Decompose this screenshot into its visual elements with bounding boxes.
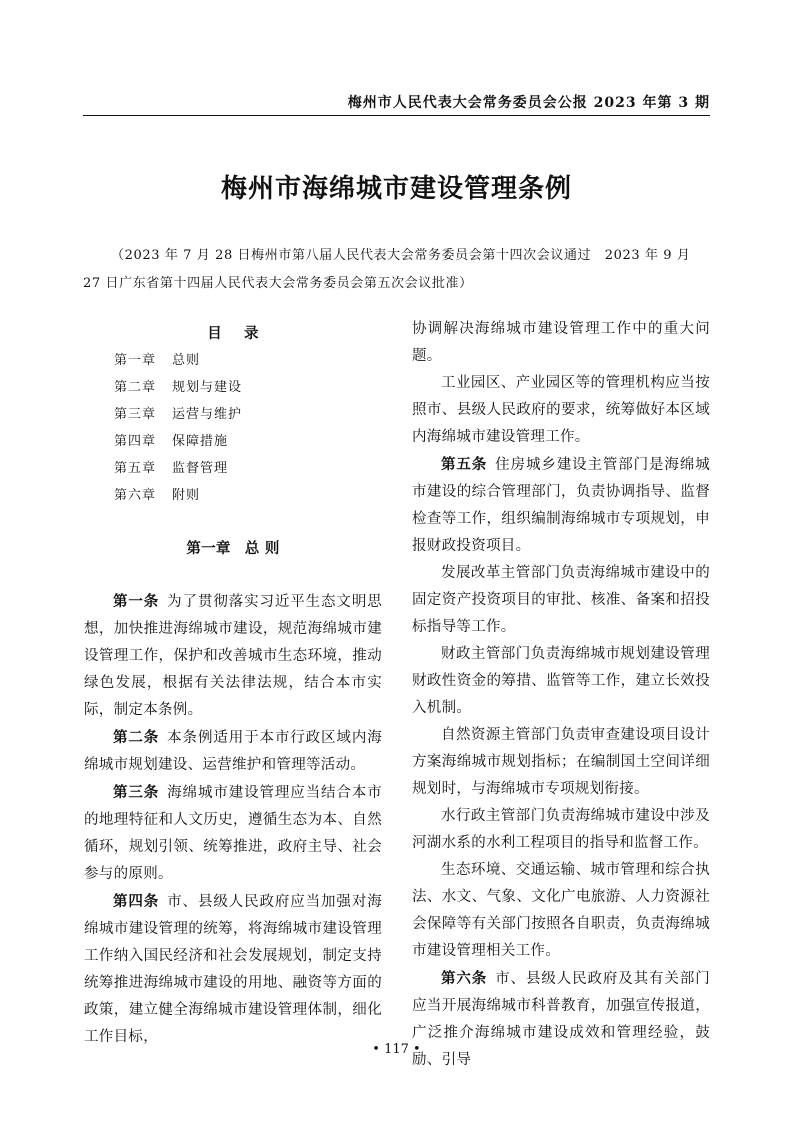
article-text: 本条例适用于本市行政区域内海绵城市规划建设、运营维护和管理等活动。 (84, 730, 383, 773)
bulletin-header: 梅州市人民代表大会常务委员会公报 2023 年第 3 期 (347, 95, 710, 111)
toc-chapter-name: 运营与维护 (172, 407, 243, 422)
article-3 (84, 779, 382, 888)
page-number: • 117 • (372, 1042, 421, 1057)
article-2 (84, 724, 382, 779)
toc-heading-right: 录 (244, 325, 259, 342)
article-4-continued: 协调解决海绵城市建设管理工作中的重大问题。 (412, 321, 710, 364)
article-text: 海绵城市建设管理应当结合本市的地理特征和人文历史，遵循生态为本、自然循环，规划引领、统筹推进，政府主导、社会参与的原则。 (84, 785, 383, 882)
toc-item (84, 401, 382, 428)
chapter-heading (84, 535, 382, 562)
article-5 (412, 451, 710, 560)
chapter-name: 总 则 (244, 540, 280, 557)
toc-chapter-number: 第二章 (114, 380, 157, 395)
toc-chapter-number: 第四章 (114, 434, 157, 449)
toc-item (84, 455, 382, 482)
toc-chapter-name: 总则 (172, 353, 201, 368)
article-1 (84, 588, 382, 724)
toc-heading (84, 320, 382, 347)
article-5-paragraph: 财政主管部门负责海绵城市规划建设管理财政性资金的筹措、监管等工作，建立长效投入机制。 (412, 646, 710, 716)
article-5-paragraph: 自然资源主管部门负责审查建设项目设计方案海绵城市规划指标；在编制国土空间详细规划时，与海绵城市专项规划衔接。 (412, 727, 710, 797)
article-text: 市、县级人民政府及其有关部门应当开展海绵城市科普教育，加强宣传报道，广泛推介海绵城市建设成效和管理经验，鼓励、引导 (412, 971, 711, 1068)
toc-chapter-name: 保障措施 (172, 434, 229, 449)
toc-item (84, 347, 382, 374)
article-text: 为了贯彻落实习近平生态文明思想，加快推进海绵城市建设，规范海绵城市建设管理工作，保护和改善城市生态环境，推动绿色发展，根据有关法律法规，结合本市实际，制定本条例。 (84, 594, 383, 718)
document-title: 梅州市海绵城市建设管理条例 (220, 174, 572, 204)
toc-heading-left: 目 (207, 325, 222, 342)
article-text: 市、县级人民政府应当加强对海绵城市建设管理的统筹，将海绵城市建设管理工作纳入国民经济和社会发展规划，制定支持统筹推进海绵城市建设的用地、融资等方面的政策，建立健全海绵城市建设管理体制，细化工作目标， (84, 894, 383, 1045)
article-6 (412, 965, 710, 1074)
article-5-paragraph: 发展改革主管部门负责海绵城市建设中的固定资产投资项目的审批、核准、备案和招投标指导等工作。 (412, 565, 710, 635)
toc-chapter-name: 规划与建设 (172, 380, 243, 395)
toc-item (84, 374, 382, 401)
article-label: 第三条 (113, 784, 160, 801)
article-4 (84, 888, 382, 1051)
toc-item (84, 482, 382, 509)
article-label: 第五条 (441, 456, 488, 473)
article-label: 第六条 (441, 970, 488, 987)
adoption-note: （2023 年 7 月 28 日梅州市第八届人民代表大会常务委员会第十四次会议通过 2023 年 9 月 27 日广东省第十四届人民代表大会常务委员会第五次会议批准） (83, 248, 691, 291)
header-divider (83, 115, 710, 116)
toc-chapter-name: 监督管理 (172, 461, 229, 476)
toc-chapter-number: 第六章 (114, 488, 157, 503)
article-label: 第一条 (113, 593, 160, 610)
article-text: 住房城乡建设主管部门是海绵城市建设的综合管理部门，负责协调指导、监督检查等工作，组织编制海绵城市专项规划，申报财政投资项目。 (412, 457, 711, 554)
toc-chapter-number: 第五章 (114, 461, 157, 476)
toc-item (84, 428, 382, 455)
article-4-paragraph: 工业园区、产业园区等的管理机构应当按照市、县级人民政府的要求，统筹做好本区域内海绵城市建设管理工作。 (412, 375, 710, 445)
toc-chapter-number: 第一章 (114, 353, 157, 368)
right-column (412, 316, 710, 1074)
article-label: 第四条 (113, 893, 160, 910)
toc-chapter-name: 附则 (172, 488, 201, 503)
article-label: 第二条 (113, 729, 160, 746)
toc-chapter-number: 第三章 (114, 407, 157, 422)
article-5-paragraph: 生态环境、交通运输、城市管理和综合执法、水文、气象、文化广电旅游、人力资源社会保障等有关部门按照各自职责，负责海绵城市建设管理相关工作。 (412, 862, 710, 959)
article-5-paragraph: 水行政主管部门负责海绵城市建设中涉及河湖水系的水利工程项目的指导和监督工作。 (412, 808, 710, 851)
chapter-number: 第一章 (186, 540, 231, 557)
left-column (84, 316, 382, 1051)
